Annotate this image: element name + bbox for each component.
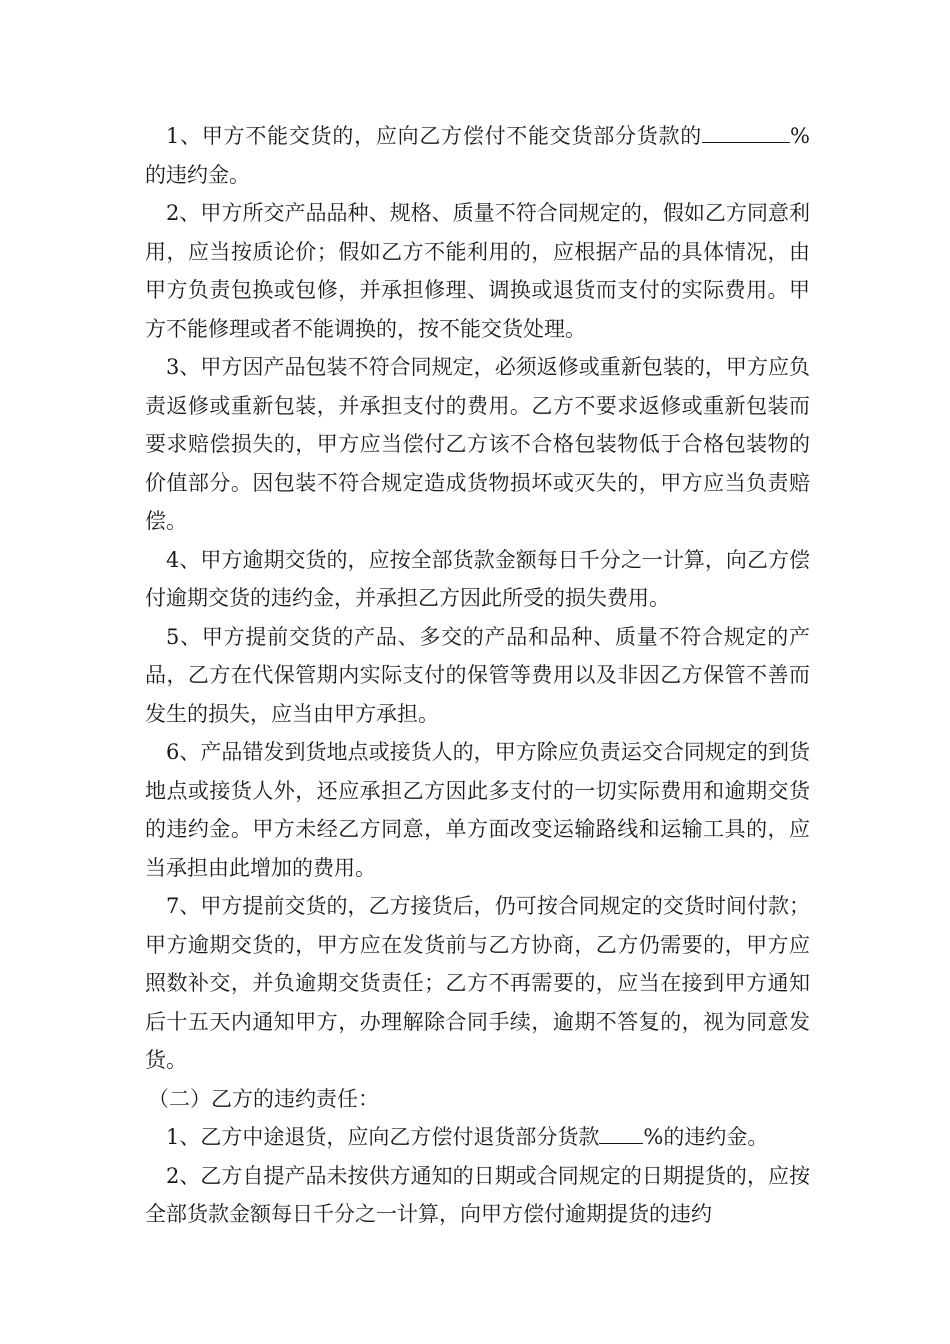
clause-paragraph-4: [145, 541, 810, 618]
clause-paragraph-2: [145, 194, 810, 348]
clause-paragraph-1: [145, 117, 810, 194]
clause-text: 1、甲方不能交货的，应向乙方偿付不能交货部分货款的: [166, 124, 703, 148]
clause-paragraph-b2: [145, 1157, 810, 1234]
clause-text: 2、甲方所交产品品种、规格、质量不符合同规定的，假如乙方同意利用，应当按质论价；假如乙方不能利用的，应根据产品的具体情况，由甲方负责包换或包修，并承担修理、调换或退货而支付的实际费用。甲方不能修理或者不能调换的，按不能交货处理。: [145, 201, 810, 341]
clause-paragraph-6: [145, 733, 810, 887]
clause-paragraph-b1: [145, 1118, 810, 1157]
fill-in-blank[interactable]: [599, 1125, 643, 1144]
clause-paragraph-3: [145, 348, 810, 541]
fill-in-blank[interactable]: [702, 124, 790, 143]
clause-text: 6、产品错发到货地点或接货人的，甲方除应负责运交合同规定的到货地点或接货人外，还应承担乙方因此多支付的一切实际费用和逾期交货的违约金。甲方未经乙方同意，单方面改变运输路线和运输工具的，应当承担由此增加的费用。: [145, 740, 810, 880]
clause-text: 4、甲方逾期交货的，应按全部货款金额每日千分之一计算，向乙方偿付逾期交货的违约金，并承担乙方因此所受的损失费用。: [145, 547, 810, 610]
section-heading-text: （二）乙方的违约责任：: [148, 1086, 379, 1111]
clause-text: 3、甲方因产品包装不符合同规定，必须返修或重新包装的，甲方应负责返修或重新包装，并承担支付的费用。乙方不要求返修或重新包装而要求赔偿损失的，甲方应当偿付乙方该不合格包装物低于合格包装物的价值部分。因包装不符合规定造成货物损坏或灭失的，甲方应当负责赔偿。: [145, 355, 810, 533]
clause-text: %的违约金。: [643, 1125, 769, 1149]
clause-text: %的违约金。: [145, 124, 810, 187]
clause-paragraph-5: [145, 618, 810, 734]
clause-text: 5、甲方提前交货的产品、多交的产品和品种、质量不符合规定的产品，乙方在代保管期内实际支付的保管等费用以及非因乙方保管不善而发生的损失，应当由甲方承担。: [145, 624, 810, 726]
section-heading: [145, 1080, 810, 1119]
clause-text: 7、甲方提前交货的，乙方接货后，仍可按合同规定的交货时间付款；甲方逾期交货的，甲方应在发货前与乙方协商，乙方仍需要的，甲方应照数补交，并负逾期交货责任；乙方不再需要的，应当在接到甲方通知后十五天内通知甲方，办理解除合同手续，逾期不答复的，视为同意发货。: [145, 894, 810, 1072]
document-body: [145, 117, 810, 1234]
clause-text: 2、乙方自提产品未按供方通知的日期或合同规定的日期提货的，应按全部货款金额每日千分之一计算，向甲方偿付逾期提货的违约: [145, 1163, 810, 1226]
clause-text: 1、乙方中途退货，应向乙方偿付退货部分货款: [166, 1125, 600, 1149]
clause-paragraph-7: [145, 887, 810, 1080]
